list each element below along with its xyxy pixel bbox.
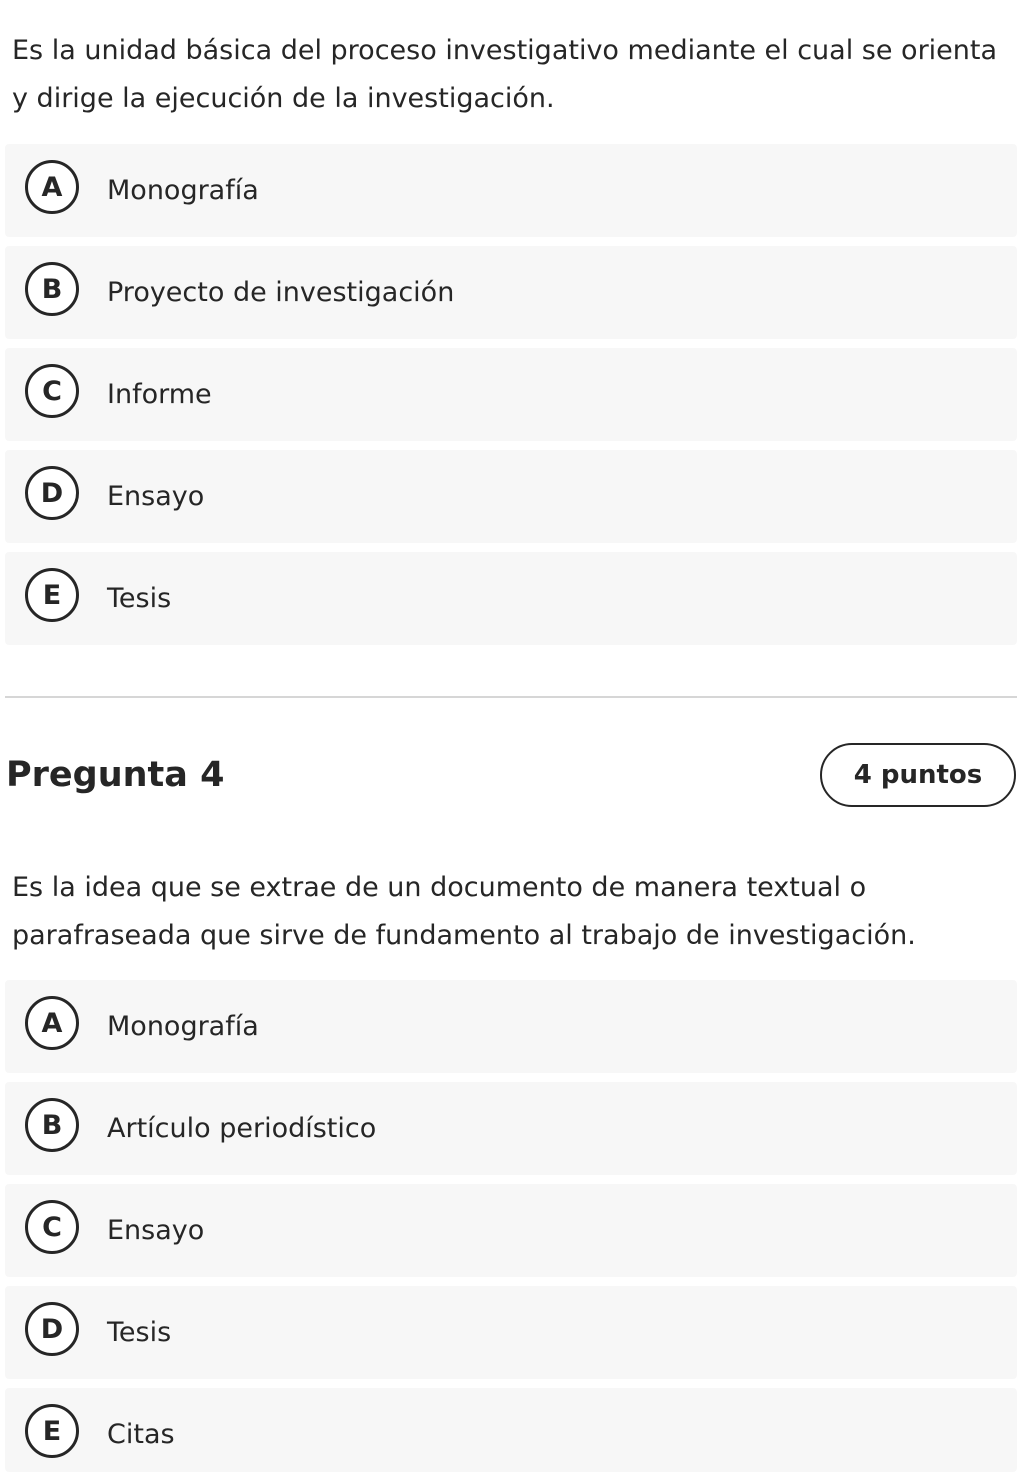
option-letter-badge: D bbox=[25, 1302, 79, 1356]
option-letter-badge: A bbox=[25, 996, 79, 1050]
option-letter-badge: A bbox=[25, 160, 79, 214]
option-letter-badge: C bbox=[25, 1200, 79, 1254]
question-3-text: Es la unidad básica del proceso investigativo mediante el cual se orienta y dirige la ejecución de la investigación. bbox=[12, 35, 998, 114]
question-3-option-c[interactable] bbox=[5, 348, 1017, 441]
option-letter-badge: D bbox=[25, 466, 79, 520]
option-label: Informe bbox=[107, 379, 212, 410]
option-label: Monografía bbox=[107, 1011, 259, 1042]
option-label: Monografía bbox=[107, 175, 259, 206]
question-4-option-d[interactable] bbox=[5, 1286, 1017, 1379]
question-3-option-d[interactable] bbox=[5, 450, 1017, 543]
option-letter-badge: E bbox=[25, 1404, 79, 1458]
question-4-option-e[interactable] bbox=[5, 1388, 1017, 1472]
option-label: Ensayo bbox=[107, 1215, 205, 1246]
option-letter-badge: B bbox=[25, 1098, 79, 1152]
question-4-option-c[interactable] bbox=[5, 1184, 1017, 1277]
option-letter-badge: B bbox=[25, 262, 79, 316]
option-label: Citas bbox=[107, 1419, 175, 1450]
option-label: Tesis bbox=[107, 583, 172, 614]
question-3-option-e[interactable] bbox=[5, 552, 1017, 645]
question-4-text: Es la idea que se extrae de un documento de manera textual o parafraseada que sirve de fundamento al trabajo de investigación. bbox=[12, 872, 916, 951]
question-4-option-a[interactable] bbox=[5, 980, 1017, 1073]
question-3-option-a[interactable] bbox=[5, 144, 1017, 237]
option-letter-badge: E bbox=[25, 568, 79, 622]
question-title: Pregunta 4 bbox=[6, 755, 225, 795]
option-letter-badge: C bbox=[25, 364, 79, 418]
option-label: Proyecto de investigación bbox=[107, 277, 455, 308]
option-label: Ensayo bbox=[107, 481, 205, 512]
question-3-option-b[interactable] bbox=[5, 246, 1017, 339]
question-4-option-b[interactable] bbox=[5, 1082, 1017, 1175]
option-label: Artículo periodístico bbox=[107, 1113, 377, 1144]
question-divider bbox=[5, 696, 1017, 698]
option-label: Tesis bbox=[107, 1317, 172, 1348]
points-badge: 4 puntos bbox=[820, 743, 1016, 807]
